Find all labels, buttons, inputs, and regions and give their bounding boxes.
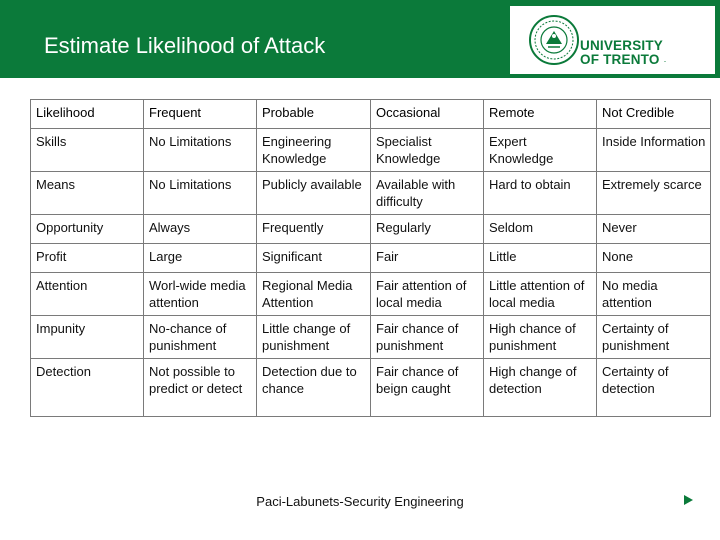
table-row xyxy=(31,215,711,244)
table-cell: None xyxy=(597,244,711,273)
table-cell: Inside Information xyxy=(597,129,711,172)
table-cell: Hard to obtain xyxy=(484,172,597,215)
row-label-cell: Opportunity xyxy=(31,215,144,244)
table-cell: Certainty of detection xyxy=(597,359,711,417)
table-cell: Detection due to chance xyxy=(257,359,371,417)
table-cell: Little xyxy=(484,244,597,273)
slide-title: Estimate Likelihood of Attack xyxy=(44,33,326,58)
table-cell: Fair xyxy=(371,244,484,273)
table-cell: High change of detection xyxy=(484,359,597,417)
slide-footer: Paci-Labunets-Security Engineering xyxy=(256,494,464,509)
row-label-cell: Skills xyxy=(31,129,144,172)
table-row xyxy=(31,316,711,359)
table-cell: Little attention of local media xyxy=(484,273,597,316)
table-header-row xyxy=(31,100,711,129)
header-cell: Likelihood xyxy=(31,100,144,129)
table-cell: Regularly xyxy=(371,215,484,244)
header-cell: Occasional xyxy=(371,100,484,129)
header-cell: Remote xyxy=(484,100,597,129)
likelihood-table xyxy=(30,99,711,417)
header-cell: Probable xyxy=(257,100,371,129)
table-cell: Publicly available xyxy=(257,172,371,215)
university-logo xyxy=(510,6,715,74)
table-cell: No Limitations xyxy=(144,172,257,215)
table-cell: No media attention xyxy=(597,273,711,316)
header-cell: Not Credible xyxy=(597,100,711,129)
table-cell: Never xyxy=(597,215,711,244)
table-cell: Large xyxy=(144,244,257,273)
row-label-cell: Means xyxy=(31,172,144,215)
title-bar xyxy=(0,0,720,78)
table-cell: Frequently xyxy=(257,215,371,244)
table-cell: Little change of punishment xyxy=(257,316,371,359)
table-row xyxy=(31,273,711,316)
row-label-cell: Detection xyxy=(31,359,144,417)
table-cell: Fair attention of local media xyxy=(371,273,484,316)
table-cell: No Limitations xyxy=(144,129,257,172)
table-cell: Engineering Knowledge xyxy=(257,129,371,172)
table-cell: Regional Media Attention xyxy=(257,273,371,316)
university-seal-icon xyxy=(528,14,580,66)
table-cell: Expert Knowledge xyxy=(484,129,597,172)
table-cell: Fair chance of punishment xyxy=(371,316,484,359)
table-cell: Extremely scarce xyxy=(597,172,711,215)
table-row xyxy=(31,244,711,273)
table-cell: Not possible to predict or detect xyxy=(144,359,257,417)
table-cell: Always xyxy=(144,215,257,244)
table-row xyxy=(31,129,711,172)
header-cell: Frequent xyxy=(144,100,257,129)
row-label-cell: Impunity xyxy=(31,316,144,359)
table-cell: Worl-wide media attention xyxy=(144,273,257,316)
university-name xyxy=(580,39,667,68)
table-cell: Specialist Knowledge xyxy=(371,129,484,172)
table-cell: Seldom xyxy=(484,215,597,244)
row-label-cell: Attention xyxy=(31,273,144,316)
table-cell: Significant xyxy=(257,244,371,273)
table-row xyxy=(31,359,711,417)
university-name-line2: OF TRENTO · xyxy=(580,52,667,67)
table-row xyxy=(31,172,711,215)
table-cell: High chance of punishment xyxy=(484,316,597,359)
table-cell: Fair chance of beign caught xyxy=(371,359,484,417)
row-label-cell: Profit xyxy=(31,244,144,273)
table-cell: Certainty of punishment xyxy=(597,316,711,359)
table-cell: Available with difficulty xyxy=(371,172,484,215)
table-cell: No-chance of punishment xyxy=(144,316,257,359)
university-name-line1: UNIVERSITY xyxy=(580,38,664,53)
next-arrow-icon[interactable] xyxy=(684,495,693,505)
